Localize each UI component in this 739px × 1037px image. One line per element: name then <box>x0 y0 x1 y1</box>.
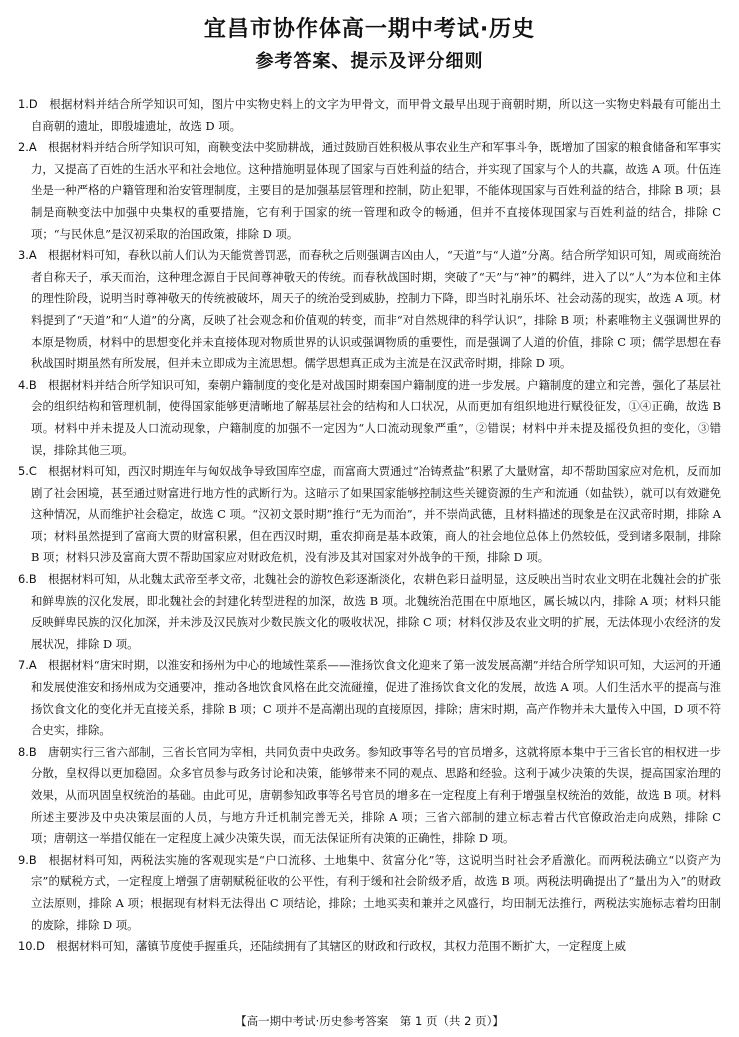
answer-number: 3.A <box>18 248 37 263</box>
answer-number: 9.B <box>18 852 37 867</box>
answer-number: 7.A <box>18 658 37 673</box>
answer-item <box>18 569 721 655</box>
answer-text: 根据材料可知，从北魏太武帝至孝文帝，北魏社会的游牧色彩逐渐淡化，农耕色彩日益明显，这反映出当时农业文明在北魏社会的扩张和鲜卑族的汉化发展，即北魏社会的封建化转型进程的加深，故选 B 项。北魏统治范围在中原地区，属长城以内，排除 A 项；材料只能反映鲜卑民族的汉化加深，并未涉及汉民族对少数民族文化的吸收状况，排除 C 项；材料仅涉及农业文明的扩展，无法体现小农经济的发展状况，排除 D 项。 <box>31 572 721 651</box>
page-title: 宜昌市协作体高一期中考试·历史 <box>203 17 536 42</box>
answer-item <box>18 655 721 741</box>
answer-text: 根据材料可知，两税法实施的客观现实是“户口流移、土地集中、贫富分化”等，这说明当时社会矛盾激化。而两税法确立“以资产为宗”的赋税方式，一定程度上增强了唐朝赋税征收的公平性，有利于缓和社会阶级矛盾，故选 B 项。两税法明确提出了“量出为入”的财政立法原则，排除 A 项；根据现有材料无法得出 C 项结论，排除；土地买卖和兼并之风盛行，均田制无法推行，两税法实施标志着均田制的废除，排除 D 项。 <box>31 852 721 932</box>
answer-number: 10.D <box>18 939 45 954</box>
answer-text: 根据材料并结合所学知识可知，商鞅变法中奖励耕战，通过鼓励百姓积极从事农业生产和军事斗争，既增加了国家的粮食储备和军事实力，又提高了百姓的生活水平和社会地位。这种措施明显体现了国家与百姓利益的结合，并实现了国家与个人的共赢，故选 A 项。什伍连坐是一种严格的户籍管理和治安管理制度，主要目的是加强基层管理和控制，防止犯罪，不能体现国家与百姓利益的结合，排除 B 项；县制是商鞅变法中加强中央集权的重要措施，它有利于国家的统一管理和政令的畅通，但并不直接体现国家与百姓利益的结合，排除 C 项；“与民休息”是汉初采取的治国政策，排除 D 项。 <box>31 140 721 241</box>
answer-item <box>18 850 721 936</box>
answer-item <box>18 375 721 461</box>
answer-text: 根据材料“唐宋时期，以淮安和扬州为中心的地域性菜系——淮扬饮食文化迎来了第一波发展高潮”并结合所学知识可知，大运河的开通和发展使淮安和扬州成为交通要冲，推动各地饮食风格在此交流碰撞，促进了淮扬饮食文化的发展，故选 A 项。人们生活水平的提高与淮扬饮食文化的变化并无直接关系，排除 B 项；C 项并不是高潮出现的直接原因，排除；唐宋时期，高产作物并未大量传入中国，D 项不符合史实，排除。 <box>31 658 721 738</box>
answer-text: 根据材料可知，春秋以前人们认为天能赏善罚恶，而春秋之后则强调吉凶由人，“天道”与“人道”分离。结合所学知识可知，周或商统治者自称天子，承天而治，这种理念源自于民间尊神敬天的传统。而春秋战国时期，突破了“天”与“神”的羁绊，进入了以“人”为本位和主体的理性阶段，说明当时尊神敬天的传统被破坏，周天子的统治受到威胁，控制力下降，即当时礼崩乐坏、社会动荡的现实，故选 A 项。材料提到了“天道”和“人道”的分离，反映了社会观念和价值观的转变，而非“对自然规律的科学认识”，排除 B 项；朴素唯物主义强调世界的本原是物质，材料中的思想变化并未直接体现对物质世界的认识或强调物质的重要性，而是强调了人道的价值，排除 C 项；儒学思想在春秋战国时期虽然有所发展，但并未立即成为主流思想。儒学思想真正成为主流是在汉武帝时期，排除 D 项。 <box>31 248 721 371</box>
answer-item <box>18 94 721 137</box>
answer-number: 4.B <box>18 377 37 392</box>
answer-number: 8.B <box>18 744 37 759</box>
page-subtitle: 参考答案、提示及评分细则 <box>255 51 484 72</box>
answer-number: 5.C <box>18 464 37 479</box>
answer-item <box>18 137 721 245</box>
answer-number: 1.D <box>18 97 38 111</box>
answer-item <box>18 461 721 569</box>
answer-number: 6.B <box>18 572 37 587</box>
answer-item <box>18 245 721 375</box>
answer-text: 唐朝实行三省六部制，三省长官同为宰相，共同负责中央政务。参知政事等名号的官员增多，这就将原本集中于三省长官的相权进一步分散，皇权得以更加稳固。众多官员参与政务讨论和决策，能够带来不同的观点、思路和经验。这利于减少决策的失误，提高国家治理的效果，从而巩固皇权统治的基础。由此可见，唐朝参知政事等名号官员的增多在一定程度上有利于增强皇权统治的效能，故选 B 项。材料所述主要涉及中央决策层面的人员，与地方升迁机制完善无关，排除 A 项；三省六部制的建立标志着古代官僚政治走向成熟，排除 C 项；唐朝这一举措仅能在一定程度上减少决策失误，而无法保证所有决策的正确性，排除 D 项。 <box>31 744 721 846</box>
answer-text: 根据材料并结合所学知识可知，图片中实物史料上的文字为甲骨文，而甲骨文最早出现于商朝时期，所以这一实物史料最有可能出土自商朝的遗址，即殷墟遗址，故选 D 项。 <box>31 97 721 133</box>
answer-list <box>18 94 721 958</box>
answer-item <box>18 936 721 958</box>
answer-number: 2.A <box>18 140 37 155</box>
answer-text: 根据材料并结合所学知识可知，秦朝户籍制度的变化是对战国时期秦国户籍制度的进一步发展。户籍制度的建立和完善，强化了基层社会的组织结构和管理机制，使得国家能够更清晰地了解基层社会的结构和人口状况，从而更加有组织地进行赋役征发，①④正确，故选 B 项。材料中并未提及人口流动现象，户籍制度的加强不一定因为“人口流动现象严重”，②错误；材料中并未提及摇役负担的变化，③错误，排除其他三项。 <box>31 377 721 457</box>
answer-item <box>18 742 721 850</box>
answer-text: 根据材料可知，藩镇节度使手握重兵，还陆续拥有了其辖区的财政和行政权，其权力范围不断扩大，一定程度上威 <box>56 939 626 954</box>
page-footer: 【高一期中考试·历史参考答案 第 1 页（共 2 页）】 <box>235 1014 504 1028</box>
answer-text: 根据材料可知，西汉时期连年与匈奴战争导致国库空虚，而富商大贾通过“冶铸煮盐”积累了大量财富，却不帮助国家应对危机，反而加剧了社会困境，甚至通过财富进行地方性的武断行为。这暗示了如果国家能够控制这些关键资源的生产和流通（如盐铁），就可以有效避免这种情况，从而维护社会稳定，故选 C 项。“汉初文景时期”推行“无为而治”，并不崇尚武德，且材料描述的现象是在汉武帝时期，排除 A 项；材料虽然提到了富商大贾的财富积累，但在西汉时期，重农抑商是基本政策，商人的社会地位总体上仍然较低，受到诸多限制，排除 B 项；材料只涉及富商大贾不帮助国家应对财政危机，没有涉及其对国家对外战争的干预，排除 D 项。 <box>31 464 721 565</box>
